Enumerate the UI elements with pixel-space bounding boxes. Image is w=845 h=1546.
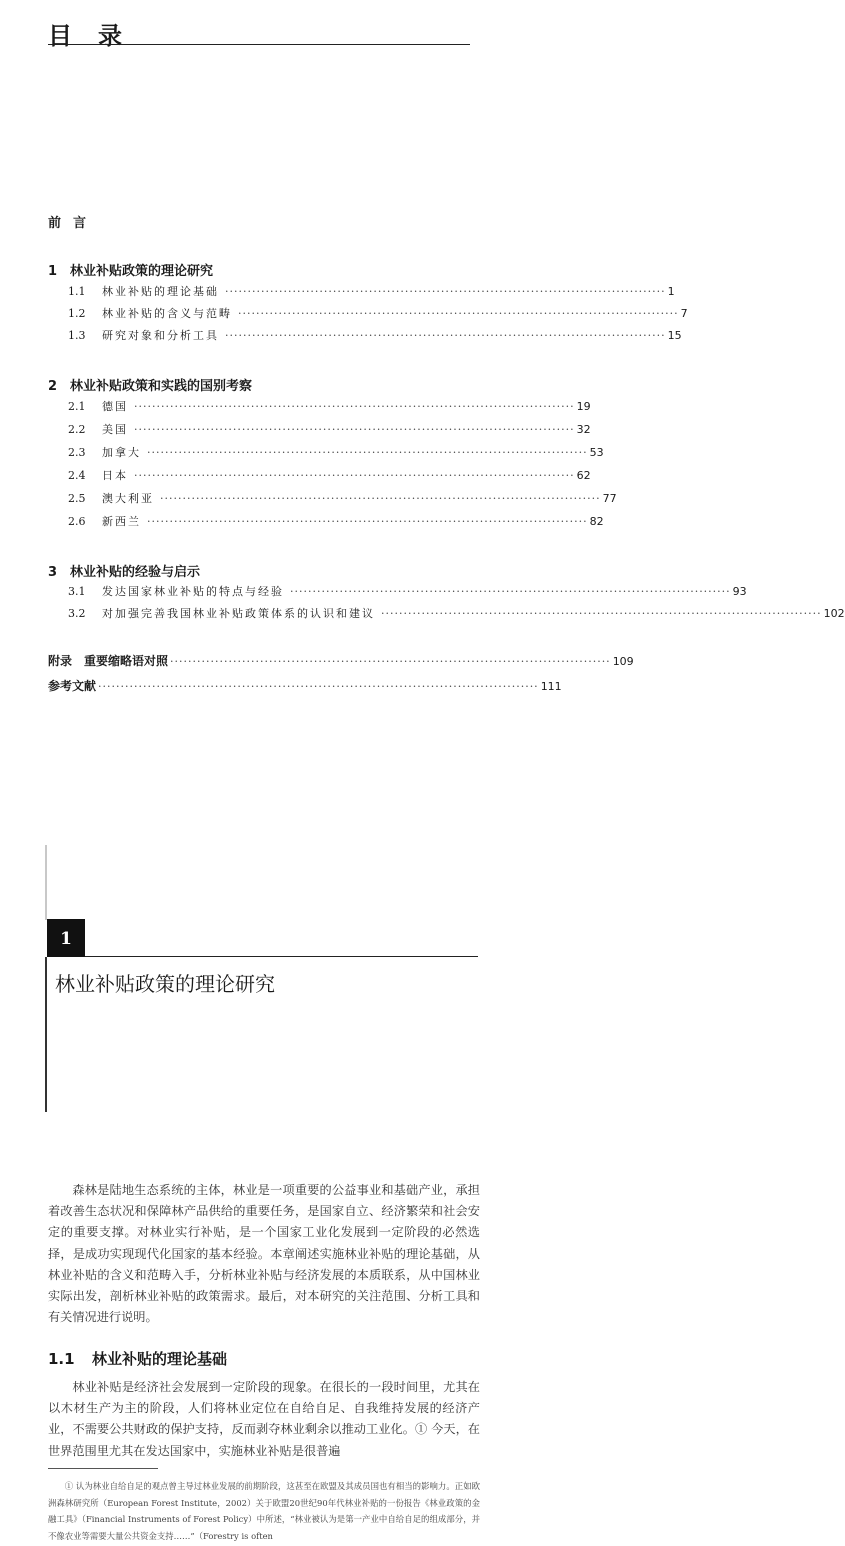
toc-appendix[interactable]: [48, 653, 634, 669]
toc-references[interactable]: [48, 678, 562, 694]
toc-leader-dots: ··································································································: [134, 400, 575, 413]
toc-entry-title: 澳大利亚: [102, 492, 154, 505]
chapter-side-bar: [45, 957, 47, 1112]
toc-entry-number: 3.1: [68, 585, 86, 598]
toc-entry-title: 新西兰: [102, 515, 141, 528]
toc-entry-title: 日本: [102, 469, 128, 482]
toc-entry-number: 2.4: [68, 469, 86, 482]
toc-entry-page: 82: [589, 515, 604, 528]
toc-entry[interactable]: [68, 584, 747, 600]
toc-entry-title: 林业补贴的理论基础: [102, 285, 219, 298]
toc-entry-page: 19: [576, 400, 591, 413]
toc-leader-dots: ··································································································: [170, 655, 611, 668]
toc-entry[interactable]: [68, 328, 682, 344]
section-body-paragraph: 林业补贴是经济社会发展到一定阶段的现象。在很长的一段时间里，尤其在以木材生产为主的阶段，人们将林业定位在自给自足、自我维持发展的经济产业，不需要公共财政的保护支持，反而剥夺林业剩余以推动工业化。① 今天，在世界范围里尤其在发达国家中，实施林业补贴是很普遍: [48, 1380, 480, 1458]
toc-entry-number: 2.5: [68, 492, 86, 505]
toc-entry-number: 1.2: [68, 307, 86, 320]
toc-entry[interactable]: [68, 306, 688, 322]
chapter-number-box: 1: [47, 919, 85, 957]
toc-appendix-title: 附录 重要缩略语对照: [48, 654, 169, 668]
toc-chapter-title: 林业补贴政策的理论研究: [70, 264, 214, 279]
toc-chapter-2[interactable]: [48, 375, 252, 394]
toc-leader-dots: ··································································································: [225, 329, 666, 342]
toc-entry-title: 对加强完善我国林业补贴政策体系的认识和建议: [102, 607, 375, 620]
toc-leader-dots: ··································································································: [134, 423, 575, 436]
toc-entry-title: 加拿大: [102, 446, 141, 459]
toc-entry[interactable]: [68, 514, 604, 530]
toc-entry-page: 7: [680, 307, 688, 320]
toc-entry[interactable]: [68, 399, 591, 415]
toc-leader-dots: ··································································································: [160, 492, 601, 505]
toc-entry-page: 77: [602, 492, 617, 505]
toc-entry-page: 102: [823, 607, 845, 620]
toc-entry-number: 2.6: [68, 515, 86, 528]
toc-references-title: 参考文献: [48, 679, 97, 693]
toc-entry-title: 林业补贴的含义与范畴: [102, 307, 232, 320]
toc-entry-page: 15: [667, 329, 682, 342]
toc-entry-title: 美国: [102, 423, 128, 436]
toc-chapter-3[interactable]: [48, 561, 200, 580]
toc-chapter-number: 2: [48, 379, 58, 394]
toc-entry[interactable]: [68, 606, 845, 622]
toc-entry-page: 1: [667, 285, 675, 298]
toc-entry-title: 研究对象和分析工具: [102, 329, 219, 342]
toc-appendix-page: 109: [612, 655, 634, 668]
toc-chapter-1[interactable]: [48, 260, 213, 279]
toc-entry[interactable]: [68, 422, 591, 438]
toc-chapter-number: 1: [48, 264, 58, 279]
toc-entry-page: 93: [732, 585, 747, 598]
toc-heading-rule: [48, 44, 470, 45]
toc-leader-dots: ··································································································: [225, 285, 666, 298]
toc-entry-page: 62: [576, 469, 591, 482]
toc-entry[interactable]: [68, 491, 617, 507]
chapter-intro-paragraph: 森林是陆地生态系统的主体，林业是一项重要的公益事业和基础产业，承担着改善生态状况和保障林产品供给的重要任务，是国家自立、经济繁荣和社会安定的重要支撑。对林业实行补贴，是一个国家工业化发展到一定阶段的必然选择，是成功实现现代化国家的基本经验。本章阐述实施林业补贴的理论基础，从林业补贴的含义和范畴入手，分析林业补贴与经济发展的本质联系，从中国林业实际出发，剖析林业补贴的政策需求。最后，对本研究的关注范围、分析工具和有关情况进行说明。: [48, 1183, 480, 1325]
toc-entry-number: 1.3: [68, 329, 86, 342]
toc-heading: 目录: [48, 22, 148, 50]
toc-references-page: 111: [540, 680, 562, 693]
toc-entry-page: 53: [589, 446, 604, 459]
toc-leader-dots: ··································································································: [381, 607, 822, 620]
chapter-side-bar-top: [45, 845, 47, 920]
toc-leader-dots: ··································································································: [238, 307, 679, 320]
toc-entry[interactable]: [68, 445, 604, 461]
toc-chapter-title: 林业补贴政策和实践的国别考察: [70, 379, 253, 394]
toc-entry-title: 发达国家林业补贴的特点与经验: [102, 585, 284, 598]
toc-entry-number: 2.1: [68, 400, 86, 413]
section-heading: [48, 1348, 227, 1369]
toc-chapter-title: 林业补贴的经验与启示: [70, 565, 201, 580]
section-number: 1.1: [48, 1350, 75, 1368]
toc-entry-number: 3.2: [68, 607, 86, 620]
toc-entry-number: 2.3: [68, 446, 86, 459]
toc-entry-number: 1.1: [68, 285, 86, 298]
toc-entry[interactable]: [68, 468, 591, 484]
chapter-title: 林业补贴政策的理论研究: [55, 972, 275, 996]
chapter-title-rule: [85, 956, 478, 957]
footnote: ① 认为林业自给自足的观点曾主导过林业发展的前期阶段，这甚至在欧盟及其成员国也有相当的影响力。正如欧洲森林研究所（European Forest Institute，2002）关于欧盟20世纪90年代林业补贴的一份报告《林业政策的金融工具》（Financial Instruments of Forest Policy）中所述，“林业被认为是第一产业中自给自足的组成部分，并不像农业等需要大量公共资金支持……”（Forestry is often: [48, 1481, 480, 1541]
toc-preface[interactable]: 前言: [48, 216, 99, 231]
section-title: 林业补贴的理论基础: [92, 1350, 228, 1368]
toc-entry-page: 32: [576, 423, 591, 436]
toc-chapter-number: 3: [48, 565, 58, 580]
toc-leader-dots: ··································································································: [98, 680, 539, 693]
toc-leader-dots: ··································································································: [147, 446, 588, 459]
toc-leader-dots: ··································································································: [134, 469, 575, 482]
footnote-rule: [48, 1468, 158, 1469]
toc-entry-number: 2.2: [68, 423, 86, 436]
toc-entry-title: 德国: [102, 400, 128, 413]
toc-leader-dots: ··································································································: [147, 515, 588, 528]
toc-leader-dots: ··································································································: [290, 585, 731, 598]
toc-entry[interactable]: [68, 284, 675, 300]
